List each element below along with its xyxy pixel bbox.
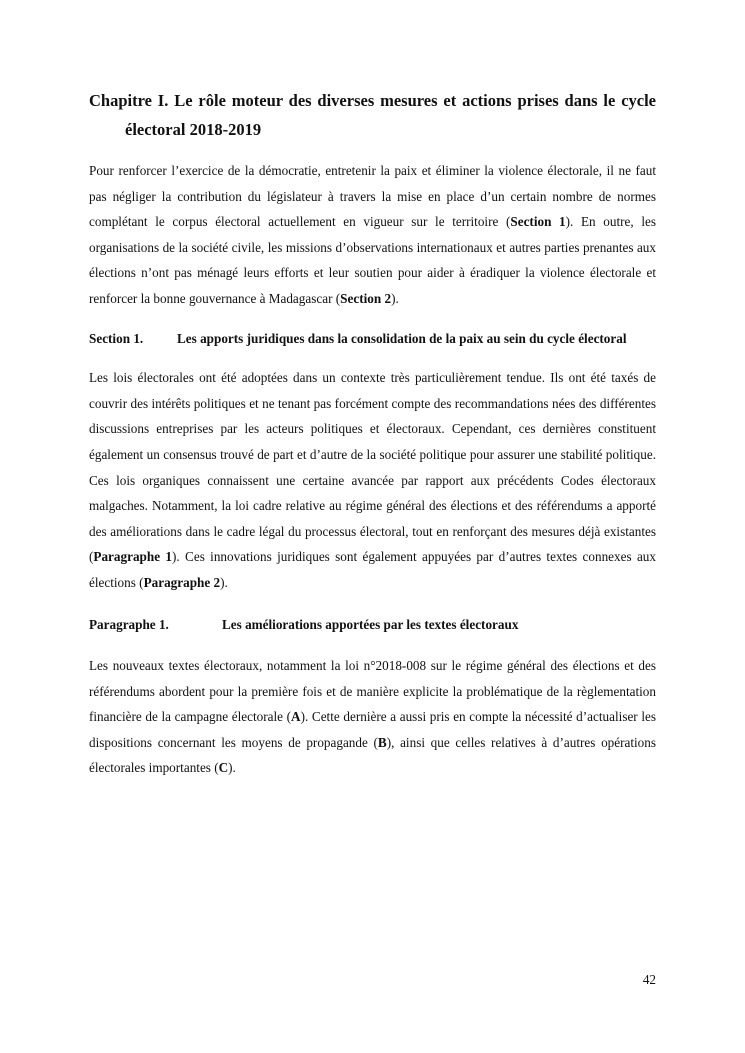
section-text: ). bbox=[220, 574, 228, 590]
section-2-reference: Section 2 bbox=[340, 290, 392, 306]
page-number: 42 bbox=[642, 972, 656, 987]
paragraph-text: ), ainsi que celles relatives à d’autres opérations électorales importantes ( bbox=[89, 734, 656, 776]
paragraph-text: Les nouveaux textes électoraux, notamment la loi n°2018-008 sur le régime général des élections et des référendums abordent pour la première fois et de manière explicite la problématique de la règlementation financière de la campagne électorale ( bbox=[89, 658, 656, 725]
paragraph-title: Les améliorations apportées par les textes électoraux bbox=[222, 616, 519, 632]
document-page bbox=[89, 86, 656, 781]
paragraph-1-reference: Paragraphe 1 bbox=[93, 549, 173, 565]
subsection-a-reference: A bbox=[291, 709, 301, 725]
section-paragraph bbox=[89, 365, 656, 595]
paragraph-heading bbox=[89, 612, 656, 638]
subsection-c-reference: C bbox=[218, 760, 229, 776]
intro-text: ). bbox=[391, 290, 399, 306]
subsection-b-reference: B bbox=[377, 734, 387, 750]
intro-paragraph bbox=[89, 158, 656, 312]
intro-text: Pour renforcer l’exercice de la démocratie, entretenir la paix et éliminer la violence électorale, il ne faut pas négliger la contribution du législateur à travers la mise en place d’un certain nombre de normes complétant le corpus électoral actuellement en vigueur sur le territoire ( bbox=[89, 163, 656, 230]
section-text: ). Ces innovations juridiques sont également appuyées par d’autres textes connexes aux élections ( bbox=[89, 549, 656, 590]
paragraph-text: ). bbox=[228, 760, 236, 776]
intro-text: ). En outre, les organisations de la société civile, les missions d’observations internationaux et autres parties prenantes aux élections n’ont pas ménagé leurs efforts et leur soutien pour aider à éradiquer la violence électorale et renforcer la bonne gouvernance à Madagascar ( bbox=[89, 214, 656, 306]
section-label: Section 1. bbox=[89, 330, 144, 346]
paragraph-body bbox=[89, 653, 656, 781]
chapter-title-text: Le rôle moteur des diverses mesures et actions prises dans le cycle électoral 2018-2019 bbox=[125, 91, 657, 139]
chapter-label: Chapitre I. bbox=[89, 91, 169, 110]
section-title: Les apports juridiques dans la consolidation de la paix au sein du cycle électoral bbox=[177, 330, 627, 346]
paragraph-label: Paragraphe 1. bbox=[89, 616, 169, 632]
section-1-reference: Section 1 bbox=[510, 214, 566, 230]
section-text: Les lois électorales ont été adoptées dans un contexte très particulièrement tendue. Ils ont été taxés de couvrir des intérêts politiques et ne tenant pas forcément compte des recommandations nées des différentes discussions entreprises par les acteurs politiques et électoraux. Cependant, ces dernières constituent également un consensus trouvé de part et d’autre de la société politique pour assurer une stabilité politique. Ces lois organiques connaissent une certaine avancée par rapport aux précédents Codes électoraux malgaches. Notamment, la loi cadre relative au régime général des élections et des référendums a apporté des améliorations dans le cadre légal du processus électoral, tout en renforçant des mesures déjà existantes ( bbox=[89, 370, 656, 565]
paragraph-text: ). Cette dernière a aussi pris en compte la nécessité d’actualiser les dispositions concernant les moyens de propagande ( bbox=[89, 709, 656, 750]
section-heading bbox=[89, 326, 656, 352]
paragraph-2-reference: Paragraphe 2 bbox=[143, 574, 221, 590]
chapter-title bbox=[89, 86, 656, 144]
